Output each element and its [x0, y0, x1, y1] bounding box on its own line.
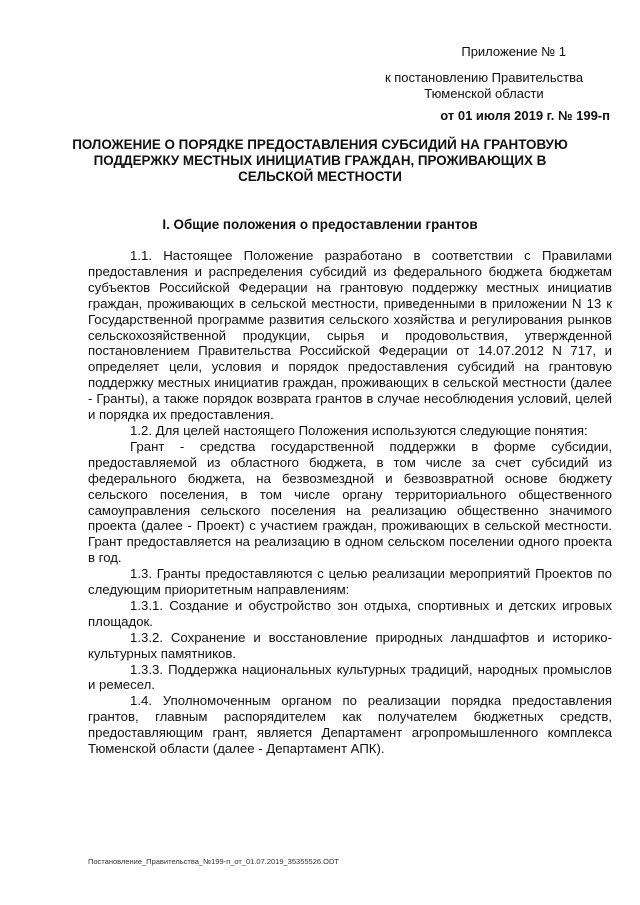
section-heading: I. Общие положения о предоставлении грантов — [162, 217, 478, 232]
paragraph-1-3: 1.3. Гранты предоставляются с целью реализации мероприятий Проектов по следующим приоритетным направлениям: — [88, 566, 612, 598]
decree-date-number: от 01 июля 2019 г. № 199-п — [440, 108, 610, 123]
document-body — [88, 248, 612, 757]
appendix-number: Приложение № 1 — [461, 44, 566, 59]
document-title: ПОЛОЖЕНИЕ О ПОРЯДКЕ ПРЕДОСТАВЛЕНИЯ СУБСИДИЙ НА ГРАНТОВУЮ ПОДДЕРЖКУ МЕСТНЫХ ИНИЦИАТИВ ГРАЖДАН, ПРОЖИВАЮЩИХ В СЕЛЬСКОЙ МЕСТНОСТИ — [72, 137, 568, 184]
paragraph-1-4: 1.4. Уполномоченным органом по реализации порядка предоставления грантов, главным распорядителем как получателем бюджетных средств, предоставляющим грант, является Департамент агропромышленного комплекса Тюменской области (далее - Департамент АПК). — [88, 693, 612, 757]
paragraph-1-2: 1.2. Для целей настоящего Положения используются следующие понятия: — [130, 422, 588, 438]
paragraph-1-3-3: 1.3.3. Поддержка национальных культурных традиций, народных промыслов и ремесел. — [88, 661, 612, 693]
decree-reference: к постановлению Правительства Тюменской области — [384, 70, 584, 101]
paragraph-1-3-1: 1.3.1. Создание и обустройство зон отдыха, спортивных и детских игровых площадок. — [88, 597, 612, 629]
file-name-footer: Постановление_Правительства_№199-п_от_01.07.2019_35355526.ODT — [88, 857, 339, 866]
paragraph-1-3-2: 1.3.2. Сохранение и восстановление природных ландшафтов и историко-культурных памятников. — [88, 629, 612, 661]
paragraph-grant-definition: Грант - средства государственной поддержки в форме субсидии, предоставляемой из областного бюджета, в том числе за счет субсидий из федерального бюджета, на безвозмездной и безвозвратной основе бюджету сельского поселения, в том числе органу территориального общественного самоуправления сельского поселения на реализацию общественно значимого проекта (далее - Проект) с участием граждан, проживающих в сельской местности. Грант предоставляется на реализацию в одном сельском поселении одного проекта в год. — [88, 438, 612, 566]
paragraph-1-1: 1.1. Настоящее Положение разработано в соответствии с Правилами предоставления и распределения субсидий из федерального бюджета бюджетам субъектов Российской Федерации на грантовую поддержку местных инициатив граждан, проживающих в сельской местности, приведенными в приложении N 13 к Государственной программе развития сельского хозяйства и регулирования рынков сельскохозяйственной продукции, сырья и продовольствия, утвержденной постановлением Правительства Российской Федерации от 14.07.2012 N 717, и определяет цели, условия и порядок предоставления субсидий на грантовую поддержку местных инициатив граждан, проживающих в сельской местности (далее - Гранты), а также порядок возврата грантов в случае несоблюдения условий, целей и порядка их предоставления. — [88, 248, 612, 423]
